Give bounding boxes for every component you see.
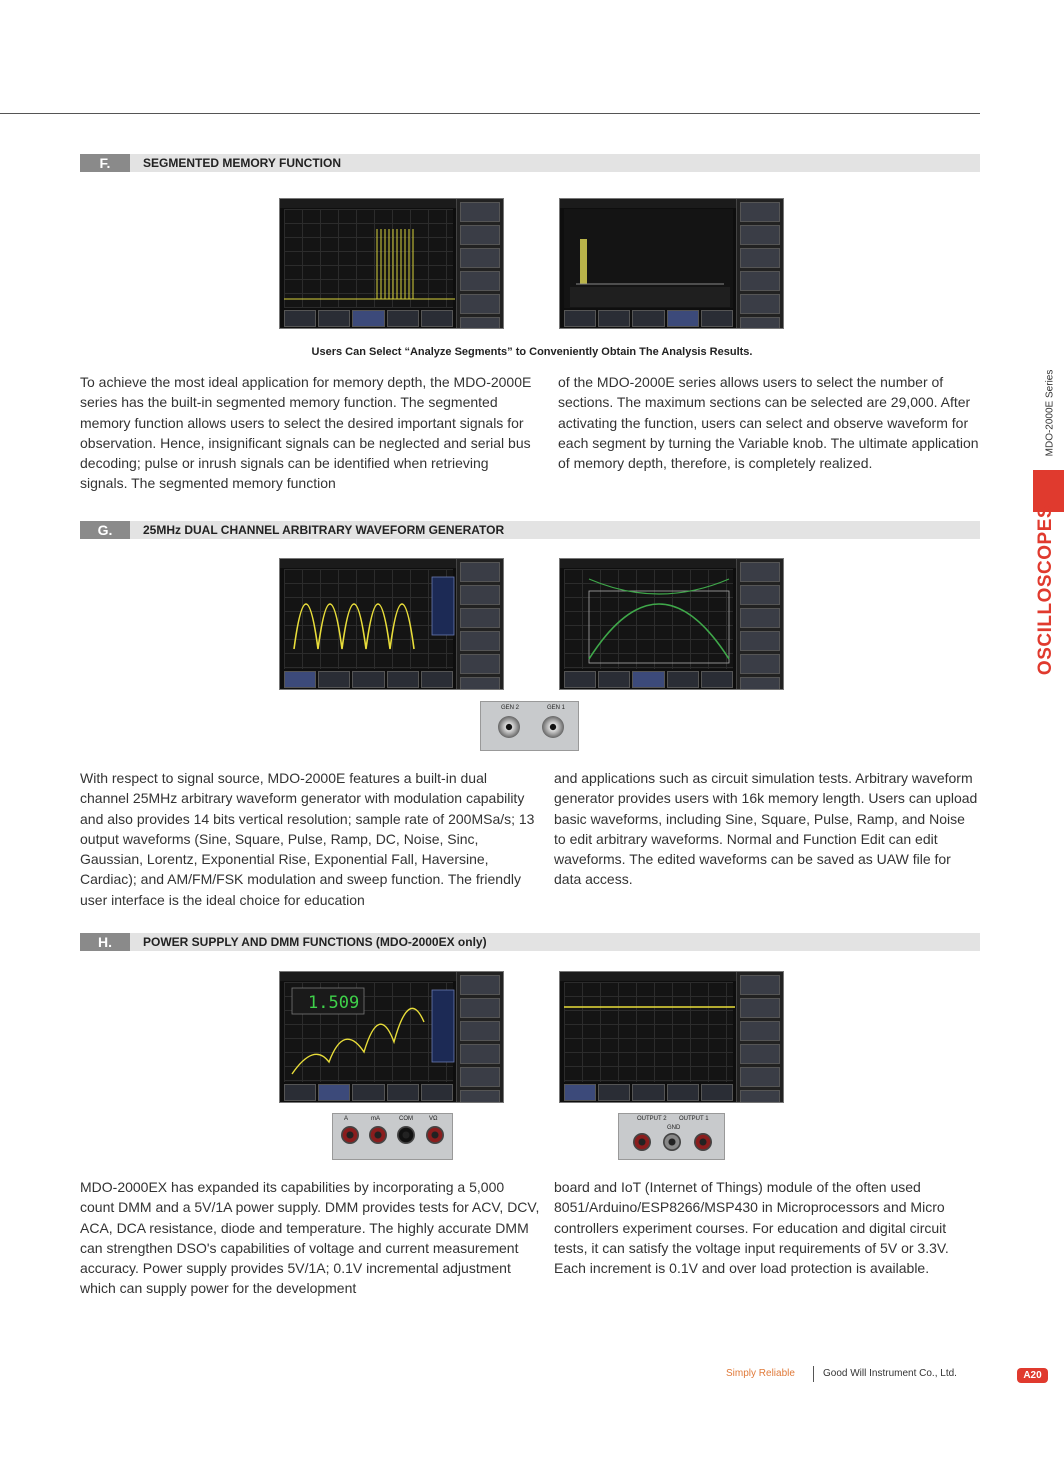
footer-tagline: Simply Reliable — [726, 1368, 795, 1379]
section-title: POWER SUPPLY AND DMM FUNCTIONS (MDO-2000EX only) — [143, 935, 487, 949]
jack-a — [341, 1126, 359, 1144]
psu-jack-2 — [694, 1133, 712, 1151]
section-letter: G. — [80, 521, 130, 539]
segment-histogram — [564, 209, 735, 309]
dmm-label-ma: mA — [371, 1116, 380, 1122]
screenshot-segment-select — [279, 198, 504, 329]
footer-divider — [813, 1366, 814, 1382]
dmm-label-a: A — [344, 1116, 349, 1122]
psu-label-gnd: GND — [667, 1125, 681, 1131]
dmm-label-v: VΩ — [429, 1116, 438, 1122]
side-series-label: MDO-2000E Series — [1044, 369, 1056, 457]
screenshot-awg-sine — [279, 558, 504, 690]
figure-caption: Users Can Select “Analyze Segments” to Conveniently Obtain The Analysis Results. — [311, 346, 753, 358]
paragraph-g-right: and applications such as circuit simulation tests. Arbitrary waveform generator provides users with 16k memory length. Users can upload basic waveforms, including Sine, Square, Pulse, Ramp, and Noise to edit arbitrary waveforms. Normal and Function Edit can edit waveforms. The edited waveforms can be saved as UAW file for data access. — [554, 770, 978, 888]
section-letter: H. — [80, 933, 130, 951]
sine-waveform — [284, 569, 455, 671]
side-category-label: OSCILLOSCOPES — [1035, 504, 1056, 676]
segment-waveform — [284, 209, 455, 309]
psu-label-output2: OUTPUT 2 — [637, 1116, 667, 1122]
paragraph-f-right: of the MDO-2000E series allows users to select the number of sections. The maximum sections can be selected are 29,000. After activating the function, users can select and observe waveform for each segment by turning the Variable knob. The ultimate application of memory depth, therefore, is completely realized. — [558, 374, 979, 472]
section-header-h — [80, 933, 980, 951]
screenshot-power-supply — [559, 971, 784, 1103]
gen2-bnc-connector — [498, 716, 520, 738]
paragraph-g-left: With respect to signal source, MDO-2000E features a built-in dual channel 25MHz arbitrary waveform generator with modulation capability and also provides 14 bits vertical resolution; sample rate of 200MSa/s; 13 output waveforms (Sine, Square, Pulse, Ramp, DC, Noise, Sinc, Gaussian, Lorentz, Exponential Rise, Exponential Fall, Haversine, Cardiac); and AM/FM/FSK modulation and sweep function. The friendly user interface is the ideal choice for education — [80, 770, 535, 908]
section-header-f — [80, 154, 980, 172]
gen-output-panel — [480, 701, 579, 751]
page-number-badge: A20 — [1017, 1368, 1048, 1383]
footer-company: Good Will Instrument Co., Ltd. — [823, 1368, 957, 1379]
screenshot-awg-edit — [559, 558, 784, 690]
jack-ma — [369, 1126, 387, 1144]
dmm-input-panel — [332, 1113, 453, 1160]
jack-com — [397, 1126, 415, 1144]
screenshot-dmm — [279, 971, 504, 1103]
jack-v — [426, 1126, 444, 1144]
paragraph-f-left: To achieve the most ideal application for memory depth, the MDO-2000E series has the built-in segmented memory function. The segmented memory function allows users to select the desired important signals for observation. Hence, insignificant signals can be neglected and serial bus decoding; pulse or inrush signals can be identified when retrieving signals. The segmented memory function — [80, 374, 532, 492]
psu-output-trace — [564, 982, 735, 1084]
gen1-bnc-connector — [542, 716, 564, 738]
section-title: SEGMENTED MEMORY FUNCTION — [143, 156, 342, 170]
psu-jack-gnd — [663, 1133, 681, 1151]
arbitrary-waveform — [564, 569, 735, 671]
top-rule — [0, 113, 980, 114]
dmm-trend-waveform — [284, 982, 455, 1084]
screenshot-analyze-segments — [559, 198, 784, 329]
psu-output-panel — [618, 1113, 725, 1160]
dmm-label-com: COM — [399, 1116, 413, 1122]
section-letter: F. — [80, 154, 130, 172]
paragraph-h-left: MDO-2000EX has expanded its capabilities by incorporating a 5,000 count DMM and a 5V/1A power supply. DMM provides tests for ACV, DCV, ACA, DCA resistance, diode and temperature. The highly accurate DMM can strengthen DSO's capabilities of voltage and current measurement accuracy. Power supply provides 5V/1A; 0.1V incremental adjustment which can supply power for the development — [80, 1179, 540, 1297]
gen2-label: GEN 2 — [501, 705, 520, 711]
section-header-g — [80, 521, 980, 539]
paragraph-h-right: board and IoT (Internet of Things) module of the often used 8051/Arduino/ESP8266/MSP430 in Microprocessors and Micro controllers experiment courses. For education and digital circuit tests, it can satisfy the voltage input requirements of 5V or 3.3V. Each increment is 0.1V and over load protection is available. — [554, 1179, 949, 1277]
section-title: 25MHz DUAL CHANNEL ARBITRARY WAVEFORM GENERATOR — [143, 523, 505, 537]
gen1-label: GEN 1 — [547, 705, 566, 711]
psu-jack-1 — [633, 1133, 651, 1151]
psu-label-output1: OUTPUT 1 — [679, 1116, 709, 1122]
dmm-reading: 1.509 — [308, 993, 360, 1013]
